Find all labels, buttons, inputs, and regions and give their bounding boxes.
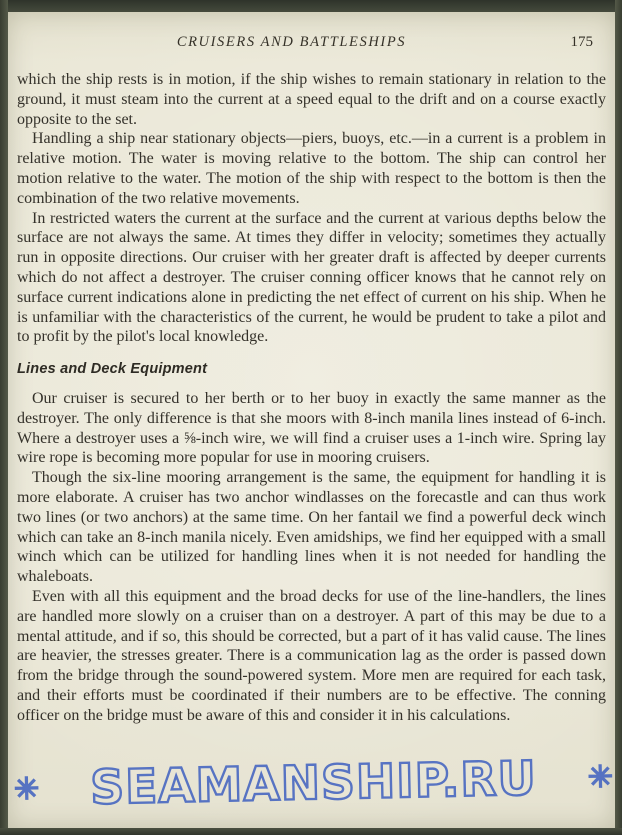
running-head: [8, 34, 615, 56]
paragraph: which the ship rests is in motion, if the ship wishes to remain stationary in relation to the ground, it must steam into the current at a speed equal to the drift and on a course exactly opposite to the set.: [17, 71, 606, 128]
section-heading: Lines and Deck Equipment: [17, 361, 208, 378]
paragraph: Handling a ship near stationary objects—piers, buoys, etc.—in a current is a problem in relative motion. The water is moving relative to the bottom. The ship can control her motion relative to the water. The motion of the ship with respect to the bottom is then the combination of the two relative movements.: [17, 130, 606, 207]
snowflake-icon: ✳: [587, 759, 614, 796]
scan-edge-top: [0, 0, 622, 12]
running-head-title: CRUISERS AND BATTLESHIPS: [176, 34, 407, 50]
watermark-text: SEAMANSHIP.RU: [89, 751, 538, 816]
paragraph: Though the six-line mooring arrangement is the same, the equipment for handling it is more elaborate. A cruiser has two anchor windlasses on the forecastle and can thus work two lines (or two anchors) at the same time. On her fantail we find a powerful deck winch which can take an 8-inch manila nicely. Even amidships, we find her equipped with a small winch which can be utilized for handling lines when it is not needed for handling the whaleboats.: [17, 469, 606, 586]
snowflake-icon: ✳: [13, 771, 40, 808]
book-page: [8, 12, 615, 828]
paragraph: In restricted waters the current at the surface and the current at various depths below the surface are not always the same. At times they differ in velocity; sometimes they actually run in opposite directions. Our cruiser with her greater draft is affected by deeper currents which do not affect a destroyer. The cruiser conning officer knows that he cannot rely on surface current indications alone in predicting the net effect of current on his ship. When he is unfamiliar with the characteristics of the current, he would be prudent to take a pilot and to profit by the pilot's local knowledge.: [17, 209, 606, 346]
paragraph: Our cruiser is secured to her berth or to her buoy in exactly the same manner as the destroyer. The only difference is that she moors with 8-inch manila lines instead of 6-inch. Where a destroyer uses a ⅝-inch wire, we will find a cruiser uses a 1-inch wire. Spring lay wire rope is becoming more popular for use in mooring cruisers.: [17, 389, 606, 467]
scan-edge-left: [0, 0, 8, 835]
scan-edge-right: [615, 0, 622, 835]
body-text: [17, 70, 606, 726]
scan-edge-bottom: [0, 828, 622, 835]
page-number: 175: [570, 34, 593, 50]
paragraph: Even with all this equipment and the broad decks for use of the line-handlers, the lines are handled more slowly on a cruiser than on a destroyer. A part of this may be due to a mental attitude, and if so, this should be corrected, but a part of it has valid cause. The lines are heavier, the stresses greater. There is a communication lag as the order is passed down from the bridge through the sound-powered system. More men are required for each task, and their efforts must be coordinated if their numbers are to be effective. The conning officer on the bridge must be aware of this and consider it in his calculations.: [17, 587, 606, 724]
watermark: [13, 750, 613, 818]
